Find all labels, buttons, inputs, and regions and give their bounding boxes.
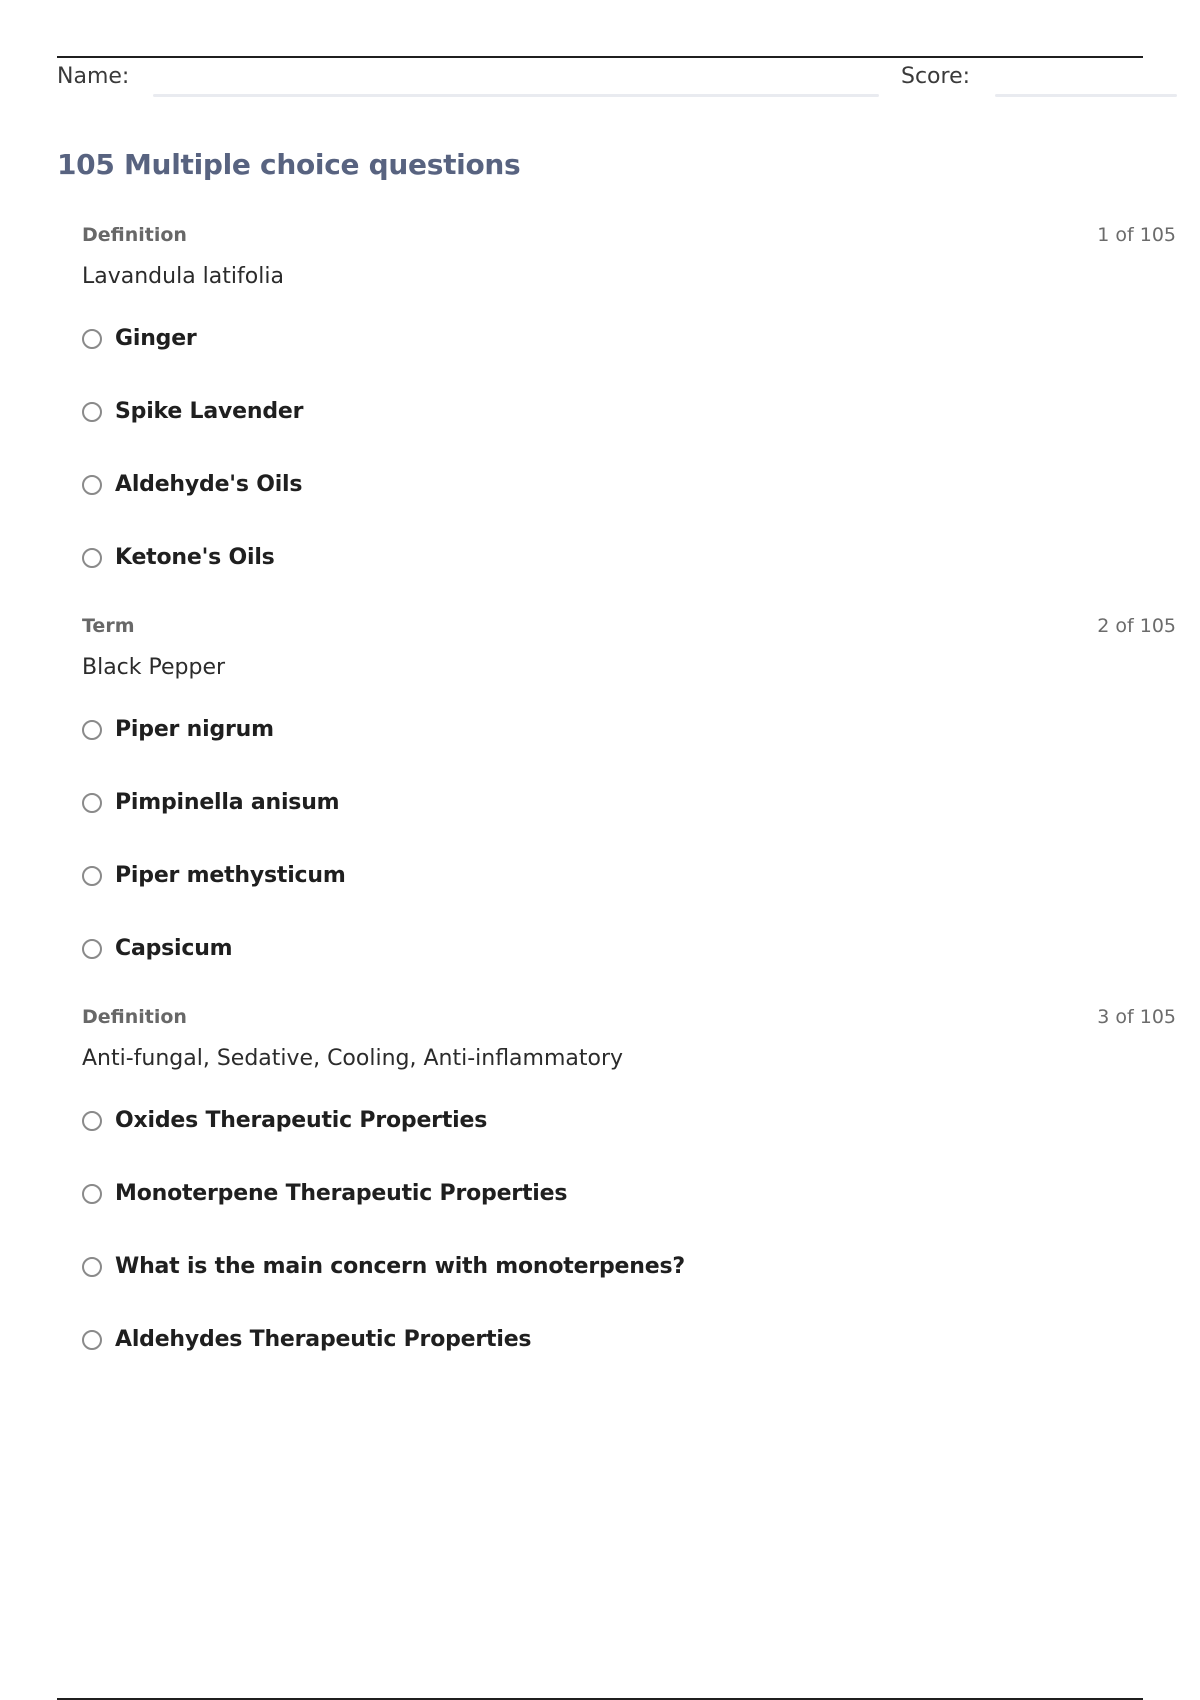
radio-button-icon[interactable]: [82, 866, 102, 886]
top-rule: [57, 56, 1143, 58]
answer-option-label: Ketone's Oils: [115, 545, 275, 570]
question-prompt: Anti-fungal, Sedative, Cooling, Anti-inflammatory: [82, 1046, 624, 1071]
answer-options: [82, 326, 982, 618]
radio-button-icon[interactable]: [82, 475, 102, 495]
radio-button-icon[interactable]: [82, 793, 102, 813]
answer-option-label: What is the main concern with monoterpenes?: [115, 1254, 685, 1279]
answer-option[interactable]: [82, 326, 982, 399]
answer-option[interactable]: [82, 472, 982, 545]
radio-button-icon[interactable]: [82, 720, 102, 740]
header-fields: [57, 60, 1177, 100]
radio-button-icon[interactable]: [82, 1257, 102, 1277]
question-prompt: Black Pepper: [82, 655, 226, 680]
answer-options: [82, 1108, 982, 1400]
page-title: 105 Multiple choice questions: [57, 148, 521, 181]
radio-button-icon[interactable]: [82, 402, 102, 422]
radio-button-icon[interactable]: [82, 1111, 102, 1131]
answer-option-label: Aldehydes Therapeutic Properties: [115, 1327, 532, 1352]
answer-option[interactable]: [82, 1254, 982, 1327]
answer-option-label: Oxides Therapeutic Properties: [115, 1108, 488, 1133]
question-counter: 3 of 105: [1097, 1006, 1176, 1028]
radio-button-icon[interactable]: [82, 1330, 102, 1350]
answer-option[interactable]: [82, 936, 982, 1009]
question-counter: 1 of 105: [1097, 224, 1176, 246]
answer-option-label: Spike Lavender: [115, 399, 304, 424]
radio-button-icon[interactable]: [82, 1184, 102, 1204]
question-kind: Definition: [82, 1006, 187, 1028]
answer-option-label: Aldehyde's Oils: [115, 472, 303, 497]
answer-option[interactable]: [82, 545, 982, 618]
radio-button-icon[interactable]: [82, 548, 102, 568]
question-kind: Term: [82, 615, 135, 637]
question-counter: 2 of 105: [1097, 615, 1176, 637]
answer-options: [82, 717, 982, 1009]
answer-option-label: Piper nigrum: [115, 717, 274, 742]
answer-option[interactable]: [82, 790, 982, 863]
answer-option[interactable]: [82, 863, 982, 936]
answer-option[interactable]: [82, 399, 982, 472]
answer-option[interactable]: [82, 1181, 982, 1254]
score-field[interactable]: [995, 94, 1177, 97]
answer-option-label: Ginger: [115, 326, 197, 351]
name-field[interactable]: [153, 94, 879, 97]
question-prompt: Lavandula latifolia: [82, 264, 284, 289]
question-kind: Definition: [82, 224, 187, 246]
answer-option-label: Pimpinella anisum: [115, 790, 340, 815]
answer-option-label: Monoterpene Therapeutic Properties: [115, 1181, 568, 1206]
answer-option-label: Piper methysticum: [115, 863, 346, 888]
score-label: Score:: [901, 64, 971, 89]
radio-button-icon[interactable]: [82, 939, 102, 959]
answer-option[interactable]: [82, 1327, 982, 1400]
answer-option-label: Capsicum: [115, 936, 233, 961]
answer-option[interactable]: [82, 717, 982, 790]
answer-option[interactable]: [82, 1108, 982, 1181]
name-label: Name:: [57, 64, 130, 89]
radio-button-icon[interactable]: [82, 329, 102, 349]
